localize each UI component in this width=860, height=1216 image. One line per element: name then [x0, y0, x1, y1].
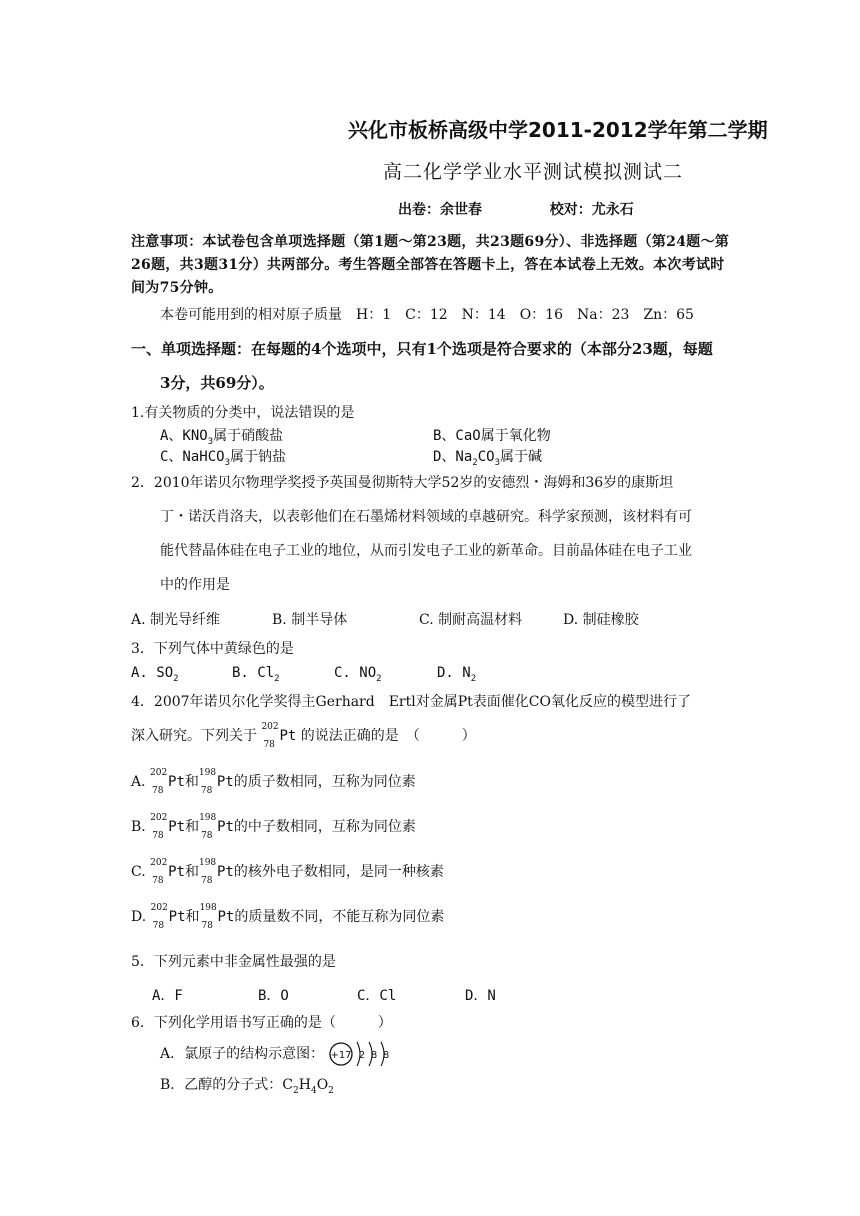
q4-option-a: A. 202 78 Pt和 198 78 Pt的质子数相同，互称为同位素 [131, 768, 416, 796]
q5-option-d: D．N [465, 988, 496, 1004]
question-4-line1: 4．2007年诺贝尔化学奖得主Gerhard Ertl对金属Pt表面催化CO氧化反应的模型进行了 [131, 694, 691, 710]
shell-1-electrons: 2 [358, 1050, 365, 1061]
shell-3-electrons: 8 [382, 1050, 389, 1061]
notice-paragraph: 注意事项：本试卷包含单项选择题（第1题～第23题，共23题69分）、非选择题（第24题～第26题，共3题31分）共两部分。考生答题全部答在答题卡上，答在本试卷上无效。本次考试时间为75分钟。 [131, 234, 730, 296]
q3-option-a: A. $SO_2$ [131, 665, 179, 684]
chlorine-atom-diagram [329, 1040, 403, 1068]
q4-option-b: B. 202 78 Pt和 198 78 Pt的中子数相同，互称为同位素 [131, 813, 416, 841]
nuclide-pt202: 202 78 [261, 722, 279, 750]
q3-option-b: B. $Cl_2$ [232, 665, 280, 684]
q5-option-a: A．F [152, 988, 183, 1004]
question-5-stem: 5．下列元素中非金属性最强的是 [131, 954, 336, 970]
question-4-line2: 深入研究。下列关于 202 78 Pt 的说法正确的是 （ ） [131, 722, 476, 750]
question-1-stem: 1.有关物质的分类中，说法错误的是 [131, 405, 355, 421]
question-6-stem: 6．下列化学用语书写正确的是（ ） [131, 1015, 392, 1031]
section-heading: 一、单项选择题：在每题的4个选项中，只有1个选项是符合要求的（本部分23题，每题 [131, 340, 713, 358]
author-label: 出卷：余世春 [398, 202, 482, 218]
q1-option-a: A、$KNO_3$属于硝酸盐 [160, 428, 284, 447]
q2-option-b: B. 制半导体 [272, 612, 348, 628]
q5-option-b: B．O [258, 988, 289, 1004]
question-2-line2: 丁・诺沃肖洛夫，以表彰他们在石墨烯材料领域的卓越研究。科学家预测，该材料有可 [160, 509, 692, 525]
question-3-stem: 3．下列气体中黄绿色的是 [131, 641, 294, 657]
school-heading: 兴化市板桥高级中学2011-2012学年第二学期 [348, 118, 768, 142]
proofread-label: 校对：尤永石 [549, 202, 634, 218]
q4-option-c: C. 202 78 Pt和 198 78 Pt的核外电子数相同，是同一种核素 [131, 858, 444, 886]
question-2-line4: 中的作用是 [160, 577, 230, 593]
shell-2-electrons: 8 [370, 1050, 377, 1061]
q2-option-a: A. 制光导纤维 [131, 612, 221, 628]
question-2-line1: 2．2010年诺贝尔物理学奖授予英国曼彻斯特大学52岁的安德烈・海姆和36岁的康斯坦 [131, 475, 674, 491]
q4-option-d: D. 202 78 Pt和 198 78 Pt的质量数不同，不能互称为同位素 [131, 903, 445, 931]
q3-option-c: C. $NO_2$ [334, 665, 382, 684]
atomic-mass-line: 本卷可能用到的相对原子质量 H：1 C：12 N：14 O：16 Na：23 Zn：65 [160, 307, 694, 323]
q2-option-d: D. 制硅橡胶 [563, 612, 639, 628]
q6-option-a: A．氯原子的结构示意图： +17 2 8 8 [160, 1040, 403, 1068]
exam-title: 高二化学学业水平测试模拟测试二 [383, 161, 684, 183]
nucleus-charge: +17 [330, 1050, 352, 1061]
q1-option-d: D、$Na_2CO_3$属于碱 [433, 449, 542, 468]
question-2-line3: 能代替晶体硅在电子工业的地位，从而引发电子工业的新革命。目前晶体硅在电子工业 [160, 543, 692, 559]
q2-option-c: C. 制耐高温材料 [419, 612, 523, 628]
q3-option-d: D. $N_2$ [437, 665, 477, 684]
author-line [398, 199, 634, 219]
section-heading-cont: 3分，共69分）。 [160, 374, 274, 392]
q1-option-b: B、CaO属于氧化物 [433, 428, 551, 444]
q5-option-c: C．Cl [357, 988, 397, 1004]
q1-option-c: C、NaHCO$_3$属于钠盐 [160, 449, 286, 468]
q6-option-b: B．乙醇的分子式：$C_2H_4O_2$ [160, 1077, 334, 1096]
